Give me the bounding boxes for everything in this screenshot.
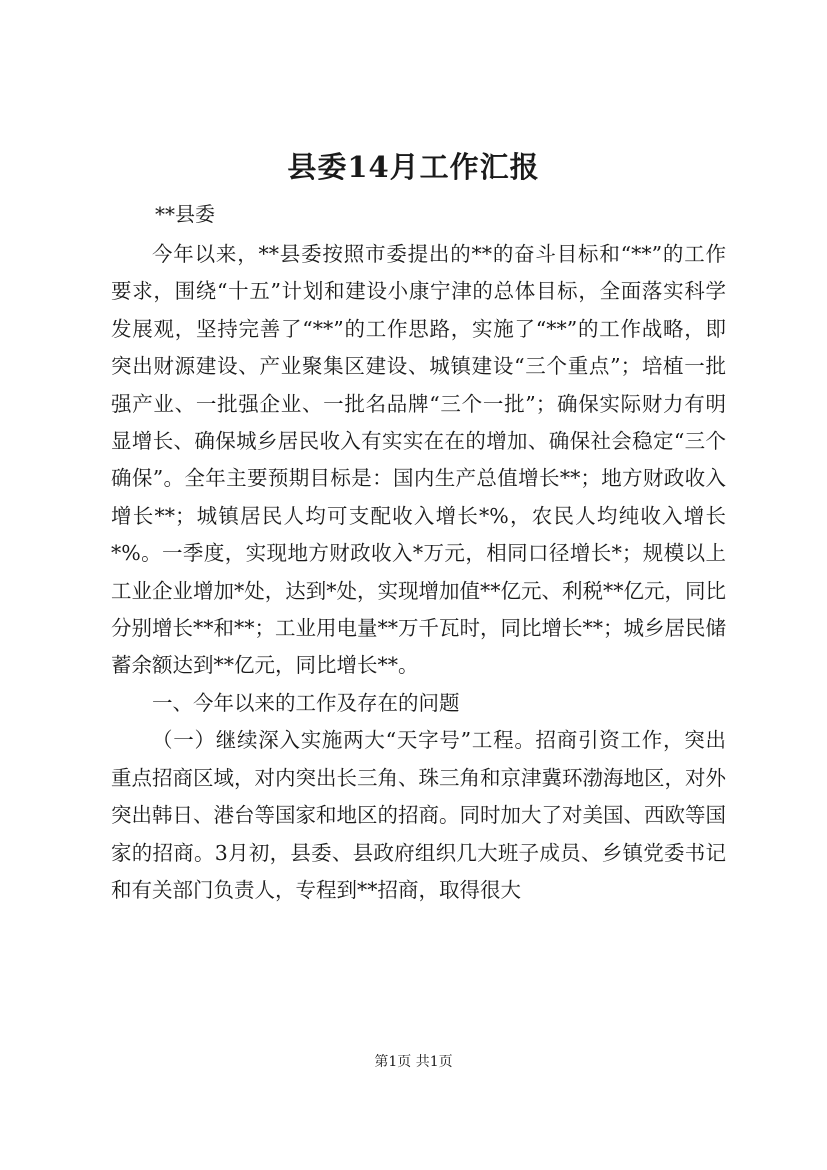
- page-footer: 第1页 共1页: [374, 1054, 453, 1070]
- document-author: **县委: [155, 202, 215, 226]
- document-body: [111, 236, 726, 909]
- section-heading: 一、今年以来的工作及存在的问题: [152, 690, 460, 715]
- document-title: 县委14月工作汇报: [287, 150, 540, 184]
- body-paragraph: （一）继续深入实施两大“天字号”工程。招商引资工作，突出重点招商区域，对内突出长三角、珠三角和京津冀环渤海地区，对外突出韩日、港台等国家和地区的招商。同时加大了对美国、西欧等国家的招商。3月初，县委、县政府组织几大班子成员、乡镇党委书记和有关部门负责人，专程到**招商，取得很大: [111, 728, 726, 902]
- body-paragraph: 今年以来，**县委按照市委提出的**的奋斗目标和“**”的工作要求，围绕“十五”计划和建设小康宁津的总体目标，全面落实科学发展观，坚持完善了“**”的工作思路，实施了“**”的工作战略，即突出财源建设、产业聚集区建设、城镇建设“三个重点”；培植一批强产业、一批强企业、一批名品牌“三个一批”；确保实际财力有明显增长、确保城乡居民收入有实实在在的增加、确保社会稳定“三个确保”。全年主要预期目标是：国内生产总值增长**；地方财政收入增长**；城镇居民人均可支配收入增长*%，农民人均纯收入增长*%。一季度，实现地方财政收入*万元，相同口径增长*；规模以上工业企业增加*处，达到*处，实现增加值**亿元、利税**亿元，同比分别增长**和**；工业用电量**万千瓦时，同比增长**；城乡居民储蓄余额达到**亿元，同比增长**。: [111, 242, 726, 678]
